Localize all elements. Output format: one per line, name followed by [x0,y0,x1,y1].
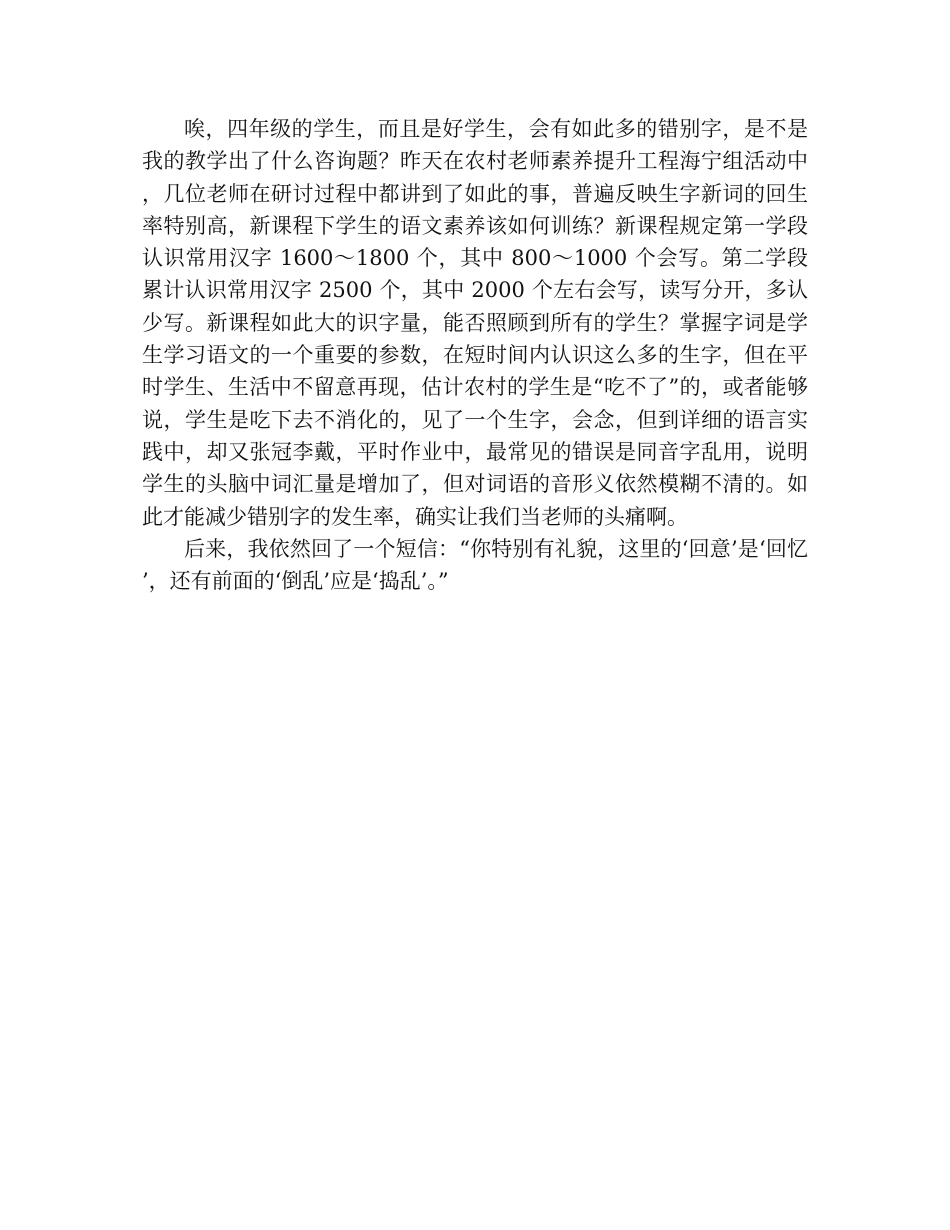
paragraph-2: 后来，我依然回了一个短信：“你特别有礼貌，这里的‘回意’是‘回忆’，还有前面的‘倒乱’应是‘捣乱’。” [142,536,808,594]
paragraph-1: 唉，四年级的学生，而且是好学生，会有如此多的错别字，是不是我的教学出了什么咨询题？昨天在农村老师素养提升工程海宁组活动中，几位老师在研讨过程中都讲到了如此的事，普遍反映生字新词的回生率特别高，新课程下学生的语文素养该如何训练？新课程规定第一学段认识常用汉字 1600～1800 个，其中 800～1000 个会写。第二学段累计认识常用汉字 2500 个，其中 2000 个左右会写，读写分开，多认少写。新课程如此大的识字量，能否照顾到所有的学生？掌握字词是学生学习语文的一个重要的参数，在短时间内认识这么多的生字，但在平时学生、生活中不留意再现，估计农村的学生是“吃不了”的，或者能够说，学生是吃下去不消化的，见了一个生字，会念，但到详细的语言实践中，却又张冠李戴，平时作业中，最常见的错误是同音字乱用，说明学生的头脑中词汇量是增加了，但对词语的音形义依然模糊不清的。如此才能减少错别字的发生率，确实让我们当老师的头痛啊。 [142,117,808,529]
document-body [142,113,808,597]
